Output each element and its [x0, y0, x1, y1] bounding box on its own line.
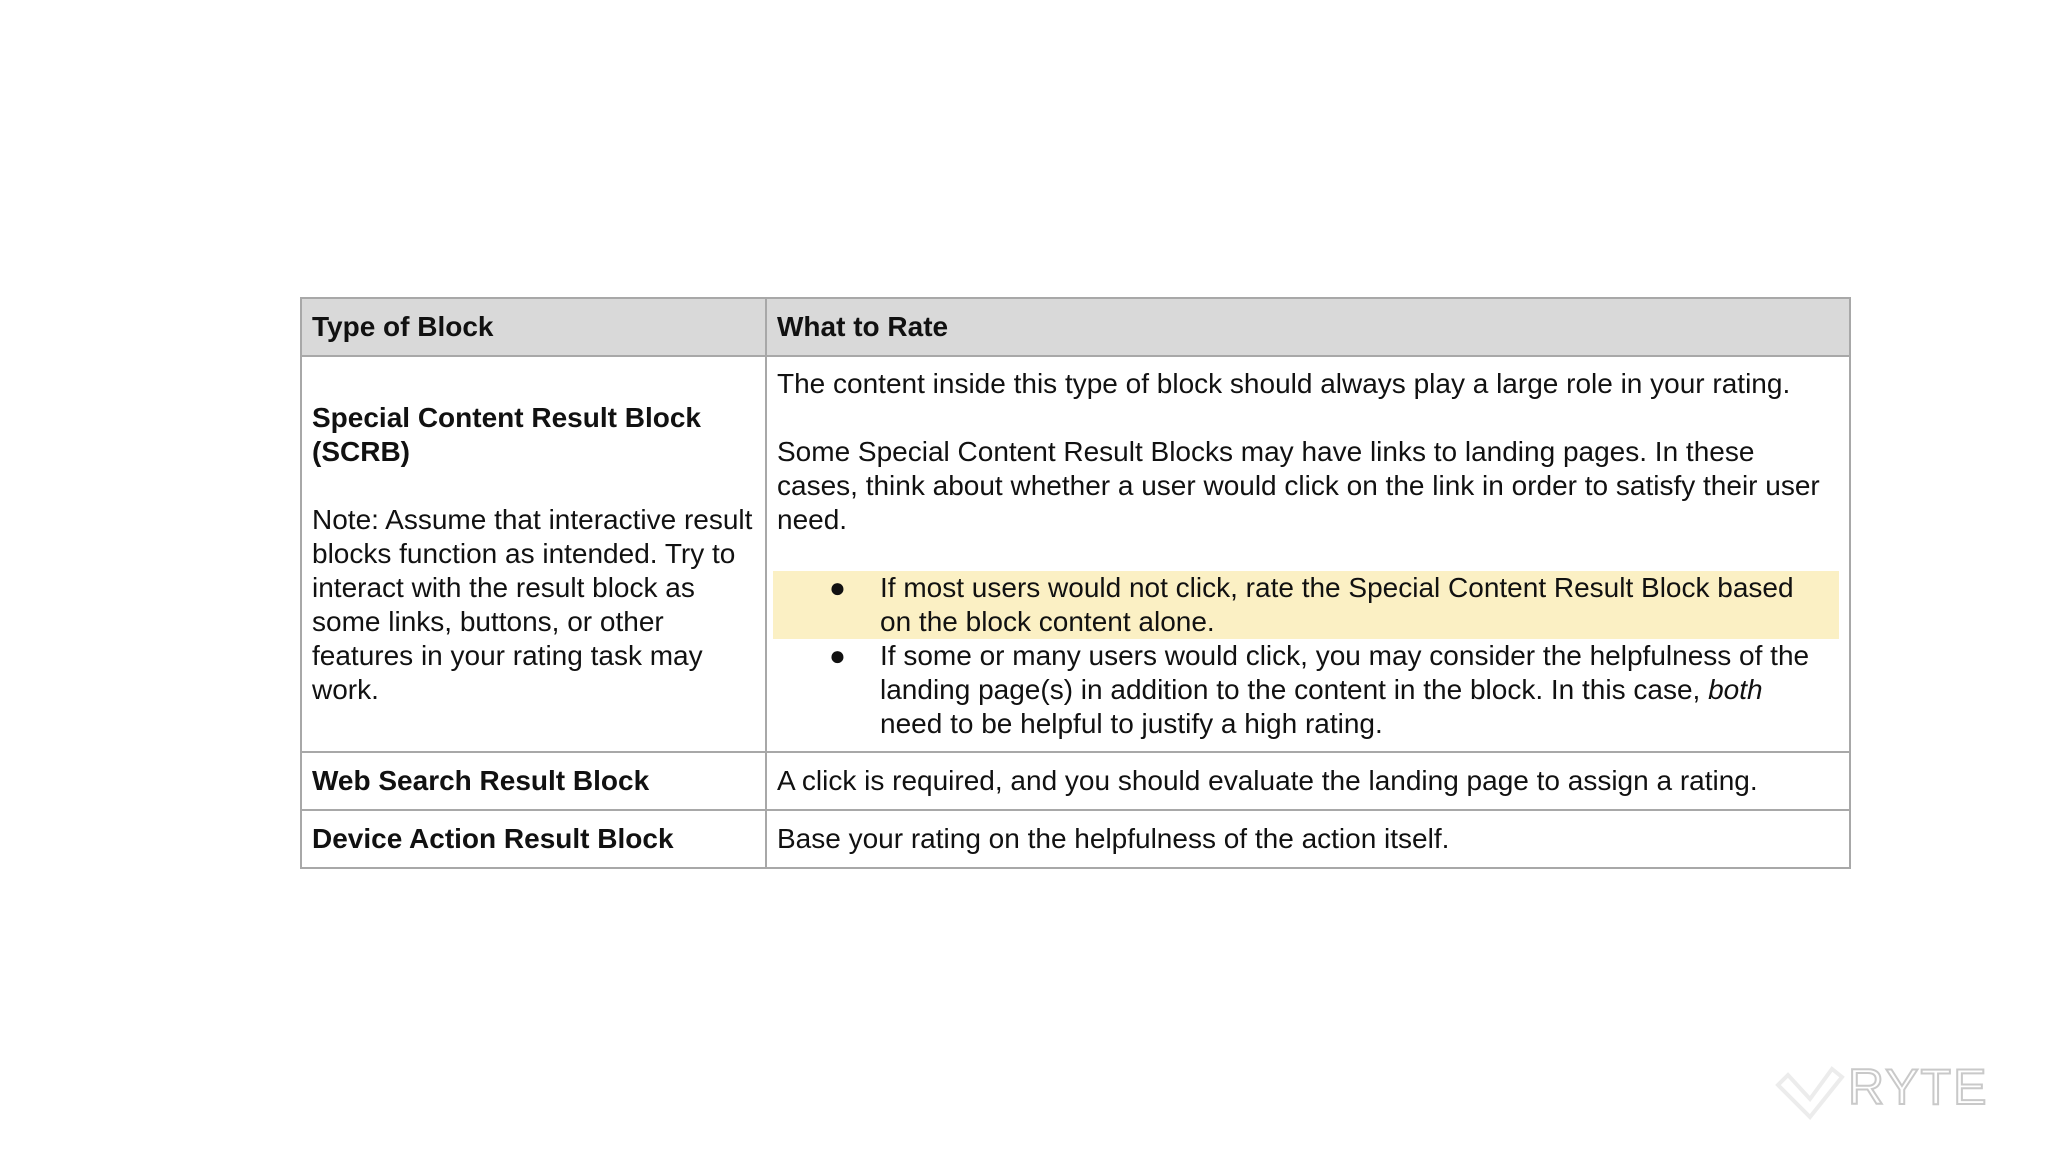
- bullet-icon: ●: [829, 640, 846, 671]
- scrb-bullet-list: [777, 571, 1839, 741]
- header-what-to-rate: What to Rate: [766, 298, 1850, 356]
- scrb-rate-cell: [766, 356, 1850, 752]
- device-type-cell: Device Action Result Block: [301, 810, 766, 868]
- bullet-text-2-emphasis: both: [1708, 674, 1763, 705]
- bullet-icon: ●: [829, 572, 846, 603]
- scrb-title: Special Content Result Block (SCRB): [312, 402, 701, 467]
- list-item-highlighted: [773, 571, 1839, 639]
- bullet-text-1: If most users would not click, rate the Special Content Result Block based on the block content alone.: [880, 572, 1794, 637]
- table-header-row: [301, 298, 1850, 356]
- watermark-text: RYTE: [1848, 1059, 1989, 1115]
- bullet-text-2b: need to be helpful to justify a high rating.: [880, 708, 1383, 739]
- bullet-text-2a: If some or many users would click, you may consider the helpfulness of the landing page(s) in addition to the content in the block. In this case,: [880, 640, 1810, 705]
- scrb-note: Note: Assume that interactive result blocks function as intended. Try to interact with the result block as some links, buttons, or other features in your rating task may work.: [312, 504, 753, 705]
- device-rate-cell: Base your rating on the helpfulness of the action itself.: [766, 810, 1850, 868]
- block-rating-table: [300, 297, 1851, 869]
- scrb-rate-paragraph-1: The content inside this type of block should always play a large role in your rating.: [777, 368, 1791, 399]
- list-item: [777, 639, 1839, 741]
- web-rate-cell: A click is required, and you should evaluate the landing page to assign a rating.: [766, 752, 1850, 810]
- scrb-rate-paragraph-2: Some Special Content Result Blocks may have links to landing pages. In these cases, think about whether a user would click on the link in order to satisfy their user need.: [777, 436, 1820, 535]
- table-row-scrb: [301, 356, 1850, 752]
- table-row-device: [301, 810, 1850, 868]
- web-type-cell: Web Search Result Block: [301, 752, 766, 810]
- header-type-of-block: Type of Block: [301, 298, 766, 356]
- scrb-type-cell: [301, 356, 766, 752]
- table-row-web: [301, 752, 1850, 810]
